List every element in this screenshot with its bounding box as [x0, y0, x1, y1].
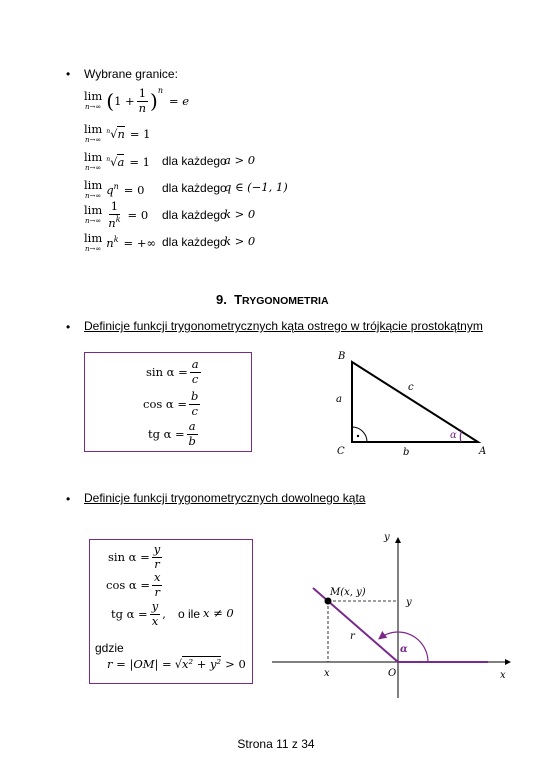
x-axis-label: x	[500, 670, 506, 681]
cond-value: a > 0	[224, 153, 256, 167]
limit-root-a: lim n→∞ $^n$√a = 1	[84, 150, 150, 172]
right-angle-mark	[352, 427, 367, 442]
origin-label: O	[388, 668, 397, 679]
unit-circle-diagram	[270, 530, 520, 705]
limits-title: Wybrane granice:	[84, 67, 178, 81]
radius-label: r	[350, 631, 355, 642]
general-tg: tg α = $\frac{y}{x}$ ,	[111, 599, 166, 628]
side-b-label: b	[403, 447, 410, 458]
alpha-label: α	[450, 430, 457, 441]
bullet-dot: •	[66, 67, 71, 81]
alpha-label: α	[400, 644, 408, 655]
vertex-B-label: B	[338, 351, 346, 362]
side-c-label: c	[408, 382, 414, 393]
vertex-A-label: A	[479, 446, 487, 457]
right-triangle-diagram	[330, 345, 500, 460]
side-a-label: a	[336, 394, 342, 405]
bullet-dot: •	[66, 320, 71, 334]
point-M-label: M(x, y)	[330, 587, 366, 598]
cond-label: dla każdego	[162, 154, 227, 168]
lim-operator: lim n→∞	[84, 203, 103, 225]
lim-operator: lim n→∞	[84, 231, 103, 253]
tg-cond-value: x ≠ 0	[203, 606, 234, 620]
cond-label: dla każdego	[162, 181, 227, 195]
lim-operator: lim n→∞	[84, 178, 103, 200]
vertex-C-label: C	[337, 446, 345, 457]
x-coordinate-label: x	[324, 668, 330, 679]
r-definition: r = |OM| = √x² + y² > 0	[107, 657, 246, 671]
general-title: Definicje funkcji trygonometrycznych dowolnego kąta	[84, 491, 366, 505]
general-sin: sin α = $\frac{y}{r}$	[108, 542, 161, 571]
y-axis-label: y	[384, 532, 390, 543]
general-cos: cos α = $\frac{x}{r}$	[106, 570, 161, 599]
limit-e: lim n→∞ ( 1 + $\frac{1}{n}$ ) $^n$ = e	[84, 86, 190, 115]
cond-label: dla każdego	[162, 208, 227, 222]
limit-root-n: lim n→∞ $^n$√n = 1	[84, 122, 151, 144]
limit-q: lim n→∞ $q^n$ = 0	[84, 178, 145, 200]
section-heading: 9. TRYGONOMETRIA	[216, 292, 329, 307]
section-number: 9.	[216, 292, 227, 307]
cond-label: dla każdego	[162, 235, 227, 249]
point-M	[325, 598, 332, 605]
lim-operator: lim n→∞	[84, 150, 103, 172]
acute-sin: sin α = $\frac{a}{c}$	[146, 357, 199, 386]
lim-operator: lim n→∞	[84, 122, 103, 144]
triangle	[352, 362, 478, 442]
lim-operator: lim n→∞	[84, 89, 103, 111]
cond-value: k > 0	[224, 234, 256, 248]
tg-cond-label: o ile	[178, 607, 201, 621]
acute-title: Definicje funkcji trygonometrycznych kąta ostrego w trójkącie prostokątnym	[84, 319, 483, 333]
limit-inv-nk: lim n→∞ $\frac{1}{n^k}$ = 0	[84, 199, 149, 230]
right-angle-dot	[357, 435, 359, 437]
acute-tg: tg α = $\frac{a}{b}$	[148, 419, 196, 448]
limit-nk: lim n→∞ $n^k$ = +∞	[84, 231, 157, 253]
y-coordinate-label: y	[406, 597, 412, 608]
acute-cos: cos α = $\frac{b}{c}$	[143, 389, 199, 418]
cond-value: k > 0	[224, 207, 256, 221]
section-title-rest: RYGONOMETRIA	[242, 295, 329, 307]
where-label: gdzie	[95, 641, 124, 655]
page-number: Strona 11 z 34	[237, 737, 315, 751]
bullet-dot: •	[66, 492, 71, 506]
cond-value: q ∈ (−1, 1)	[224, 180, 288, 194]
